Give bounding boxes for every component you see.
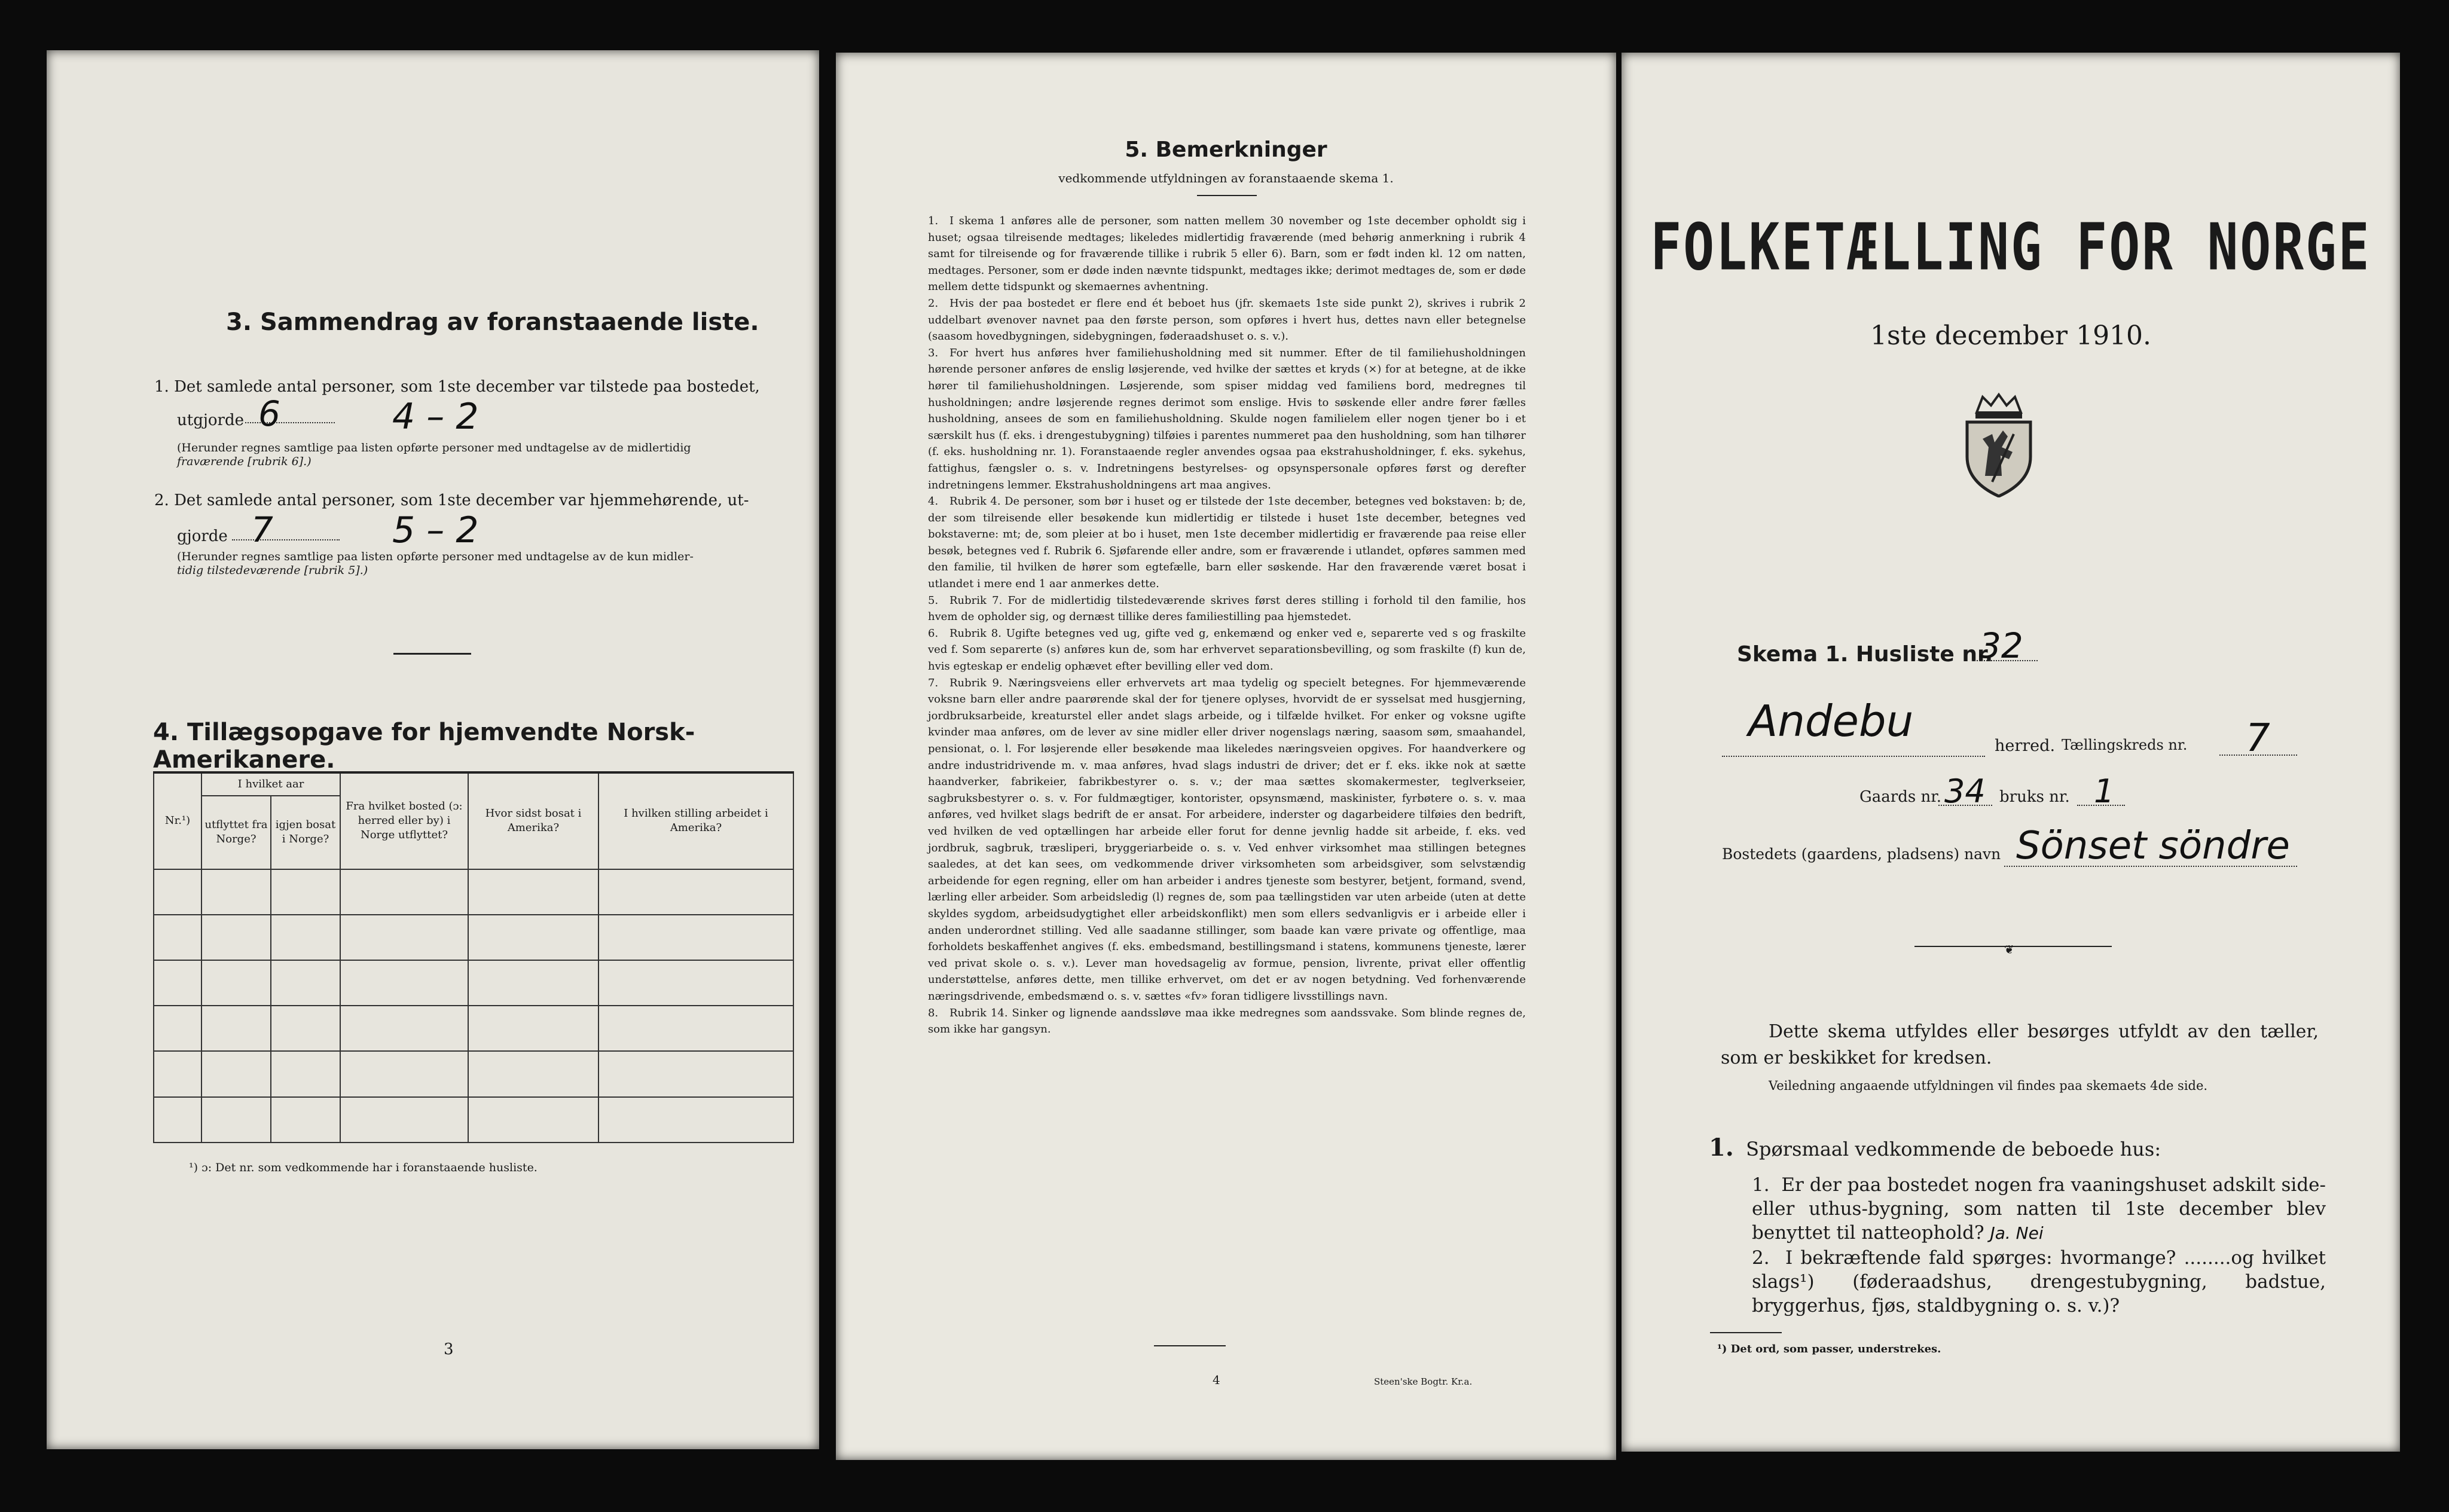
husliste-nr-value: 32 (1979, 625, 2023, 666)
s3-item1-value: 6 (258, 393, 280, 434)
gaards-value: 34 (1944, 772, 1986, 810)
herred-label: herred. (1995, 737, 2056, 755)
page-number: 4 (1213, 1373, 1220, 1387)
table-row (154, 1097, 793, 1143)
table-row (154, 1051, 793, 1096)
s3-item1-text: 1. Det samlede antal personer, som 1ste december var tilstede paa bostedet, (154, 378, 760, 396)
remark-7: 7. Rubrik 9. Næringsveiens eller erhvervets art maa tydelig og specielt betegnes. For hjemmeværende voksne barn eller andre paarørende skal der for tjenere oplyses, hvorvidt de er sysselsat med husgjerning, jordbruksarbeide, kreaturstel eller andet slags arbeide, og i tilfælde hvilket. For enker og voksne ugifte kvinder maa anføres, om de lever av sine midler eller driver nogenslags næring, saasom søm, smaahandel, pensionat, o. l. For løsjerende eller besøkende maa likeledes næringsveien opgives. For haandverkere og andre industridrivende m. v. maa anføres, hvad slags industri de driver; det er f. eks. ikke nok at sætte haandverker, fabrikeier, fabrikbestyrer o. s. v.; der maa sættes skomakermester, teglverkseier, sagbruksbestyrer o. s. v. For fuldmægtiger, kontorister, opsynsmænd, maskinister, fyrbøtere o. s. v. maa anføres, ved hvilket slags bedrift de er ansat. For arbeidere, inderster og dagarbeidere tilføies den bedrift, ved hvilken de ved optællingen har arbeide eller forut for denne jevnlig hadde sit arbeide, f. eks. ved jordbruk, sagbruk, træsliperi, bryggeriarbeide o. s. v. Ved enhver virksomhet maa stillingen betegnes saaledes, at det kan sees, om vedkommende driver virksomheten som arbeidsgiver, som selvstændig arbeidende for egen regning, eller om han arbeider i andres tjeneste som bestyrer, betjent, formand, svend, lærling eller arbeider. Som arbeidsledig (l) regnes de, som paa tællingstiden var uten arbeide (uten at dette skyldes sygdom, arbeidsudygtighet eller arbeidskonflikt) men som ellers sedvanligvis er i arbeide eller i anden underordnet stilling. Ved alle saadanne stillinger, som baade kan være private og offentlige, maa forholdets beskaffenhet angives (f. eks. embedsmand, bestillingsmand i statens, kommunens tjeneste, lærer ved privat skole o. s. v.). Lever man hovedsagelig av formue, pension, livrente, privat eller offentlig understøttelse, anføres dette, men tillike erhvervet, om det er av nogen betydning. Ved forhenværende næringsdrivende, embedsmænd o. s. v. sættes «fv» foran tidligere livsstillings navn. (928, 676, 1526, 1003)
section-3-title: 3. Sammendrag av foranstaaende liste. (226, 308, 759, 336)
table-row (154, 915, 793, 960)
bruks-label: bruks nr. (1999, 788, 2070, 806)
remark-4: 4. Rubrik 4. De personer, som bør i huset og er tilstede der 1ste december, betegnes ved bokstaven: b; de, der som tilreisende eller besøkende kun midlertidig er tilstede i huset 1ste december, betegnes ved bokstaverne: mt; de, som pleier at bo i huset, men 1ste december midlertidig er fraværende paa reise eller besøk, betegnes ved f. Rubrik 6. Sjøfarende eller andre, som er fraværende i utlandet, opføres sammen med den familie, til hvilken de hører som egtefælle, barn eller søskende. Har den fraværende været bosat i utlandet i mere end 1 aar anmerkes dette. (928, 495, 1526, 591)
census-title: FOLKETÆLLING FOR NORGE (1650, 210, 2371, 285)
s3-item1-utgjorde-label: utgjorde (177, 411, 245, 429)
intro-note: Veiledning angaaende utfyldningen vil findes paa skemaets 4de side. (1769, 1079, 2208, 1093)
right-page (1622, 53, 2400, 1452)
bemerkninger-title: 5. Bemerkninger (1125, 138, 1327, 162)
printer-mark: Steen'ske Bogtr. Kr.a. (1374, 1376, 1473, 1387)
s3-item2-value: 7 (251, 509, 273, 550)
question-2: 2. I bekræftende fald spørges: hvormange? ........og hvilket slags¹) (føderaadshus, drengestubygning, badstue, bryggerhus, fjøs, staldbygning o. s. v.)? (1752, 1247, 2326, 1316)
herred-value: Andebu (1748, 696, 1914, 746)
kreds-label: Tællingskreds nr. (2062, 737, 2188, 753)
question-1: 1. Er der paa bostedet nogen fra vaaningshuset adskilt side- eller uthus-bygning, som natten til 1ste december blev benyttet til natteophold? Ja. Nei (1752, 1174, 2326, 1244)
census-date: 1ste december 1910. (1870, 320, 2152, 351)
questions-heading: 1. Spørsmaal vedkommende de beboede hus: (1709, 1134, 2161, 1162)
s3-item2-split: 5 – 2 (392, 509, 479, 551)
col-igjen-bosat: igjen bosat i Norge? (271, 796, 340, 869)
kreds-value: 7 (2246, 716, 2270, 760)
table-footnote: ¹) ɔ: Det nr. som vedkommende har i foranstaaende husliste. (189, 1161, 538, 1174)
remarks-list (928, 213, 1526, 1038)
section-4-title: 4. Tillægsopgave for hjemvendte Norsk-Amerikanere. (153, 719, 695, 774)
bosted-value: Sönset söndre (2016, 824, 2290, 868)
bruks-value: 1 (2094, 772, 2115, 810)
col-nr: Nr.¹) (154, 772, 201, 869)
separator-rule (393, 653, 471, 655)
middle-page (836, 53, 1616, 1460)
right-footnote: ¹) Det ord, som passer, understrekes. (1717, 1343, 1941, 1355)
s3-item1-note: (Herunder regnes samtlige paa listen opførte personer med undtagelse av de midlertidig fraværende [rubrik 6].) (177, 441, 691, 468)
bosted-label: Bostedets (gaardens, pladsens) navn (1722, 845, 2001, 863)
col-fra-bosted: Fra hvilket bosted (ɔ: herred eller by) i Norge utflyttet? (340, 772, 468, 869)
coat-of-arms-icon (1959, 392, 2039, 497)
remark-5: 5. Rubrik 7. For de midlertidig tilstedeværende skrives først deres stilling i forhold til den familie, hos hvem de opholder sig, og dernæst tillike deres familiestilling paa hjemstedet. (928, 594, 1526, 624)
s3-item2-text: 2. Det samlede antal personer, som 1ste december var hjemmehørende, ut- (154, 491, 749, 509)
col-hvor-bosat: Hvor sidst bosat i Amerika? (468, 772, 598, 869)
page-number: 3 (444, 1340, 454, 1358)
title-rule (1197, 195, 1257, 196)
remark-6: 6. Rubrik 8. Ugifte betegnes ved ug, gifte ved g, enkemænd og enker ved e, separerte ved s og fraskilte ved f. Som separerte (s) anføres kun de, som har erhvervet separationsbevilling, og som fraskilte (f) kun de, hvis egteskap er endelig ophævet efter bevilling eller ved dom. (928, 627, 1526, 673)
table-row (154, 960, 793, 1006)
col-group-aar: I hvilket aar (201, 772, 340, 796)
norsk-amerikanere-table (153, 771, 794, 1143)
left-page (47, 50, 819, 1449)
col-utflyttet: utflyttet fra Norge? (201, 796, 271, 869)
intro-text: Dette skema utfyldes eller besørges utfyldt av den tæller, som er beskikket for kredsen. (1721, 1021, 2319, 1068)
ornament-icon: ❦ (2004, 942, 2014, 957)
bottom-rule (1154, 1345, 1226, 1346)
s3-item2-dotline (232, 539, 340, 540)
skema-label: Skema 1. Husliste nr. (1737, 642, 1993, 667)
table-row (154, 869, 793, 915)
table-row (154, 1006, 793, 1051)
remark-2: 2. Hvis der paa bostedet er flere end ét beboet hus (jfr. skemaets 1ste side punkt 2), skrives i rubrik 2 uddelbart øvenover navnet paa den første person, som opføres i hvert hus, dettes navn eller betegnelse (saasom hovedbygningen, sidebygningen, føderaadshuset o. s. v.). (928, 297, 1526, 343)
remark-8: 8. Rubrik 14. Sinker og lignende aandssløve maa ikke medregnes som aandssvake. Som blinde regnes de, som ikke har gangsyn. (928, 1006, 1526, 1036)
gaards-label: Gaards nr. (1859, 788, 1942, 806)
remark-1: 1. I skema 1 anføres alle de personer, som natten mellem 30 november og 1ste december opholdt sig i huset; ogsaa tilreisende medtages; likeledes midlertidig fraværende (med behørig anmerkning i rubrik 4 samt for tilreisende og for fraværende tillike i rubrik 5 eller 6). Barn, som er født inden kl. 12 om natten, medtages. Personer, som er døde inden nævnte tidspunkt, medtages ikke; derimot medtages de, som er døde mellem dette tidspunkt og skemaernes avhentning. (928, 215, 1526, 294)
remark-3: 3. For hvert hus anføres hver familiehusholdning med sit nummer. Efter de til familiehusholdningen hørende personer anføres de enslig løsjerende, ved hvilke der sættes et kryds (×) for at betegne, at de ikke hører til familiehusholdningen. Løsjerende, som spiser middag ved familiens bord, medregnes til husholdningen; andre løsjerende regnes derimot som enslige. Hvis to søskende eller andre fører fælles husholdning, ansees de som en familiehusholdning. Skulde nogen familielem eller nogen tjener bo i et særskilt hus (f. eks. i drengestubygning) tilføies i parentes nummeret paa den husholdning, som han tilhører (f. eks. husholdning nr. 1). Foranstaaende regler anvendes ogsaa paa ekstrahusholdninger, f. eks. sykehus, fattighus, fængsler o. s. v. Indretningens bestyrelses- og opsynspersonale opføres først og derefter indretningens lemmer. Ekstrahusholdningens art maa angives. (928, 346, 1526, 491)
s3-item1-split: 4 – 2 (392, 396, 479, 438)
s3-item2-gjorde-label: gjorde (177, 527, 228, 545)
col-stilling: I hvilken stilling arbeidet i Amerika? (598, 772, 793, 869)
footnote-rule (1710, 1332, 1782, 1333)
s3-item2-note: (Herunder regnes samtlige paa listen opførte personer med undtagelse av de kun midler- tidig tilstedeværende [rubrik 5].) (177, 550, 694, 577)
bemerkninger-subtitle: vedkommende utfyldningen av foranstaaende skema 1. (1058, 171, 1394, 185)
